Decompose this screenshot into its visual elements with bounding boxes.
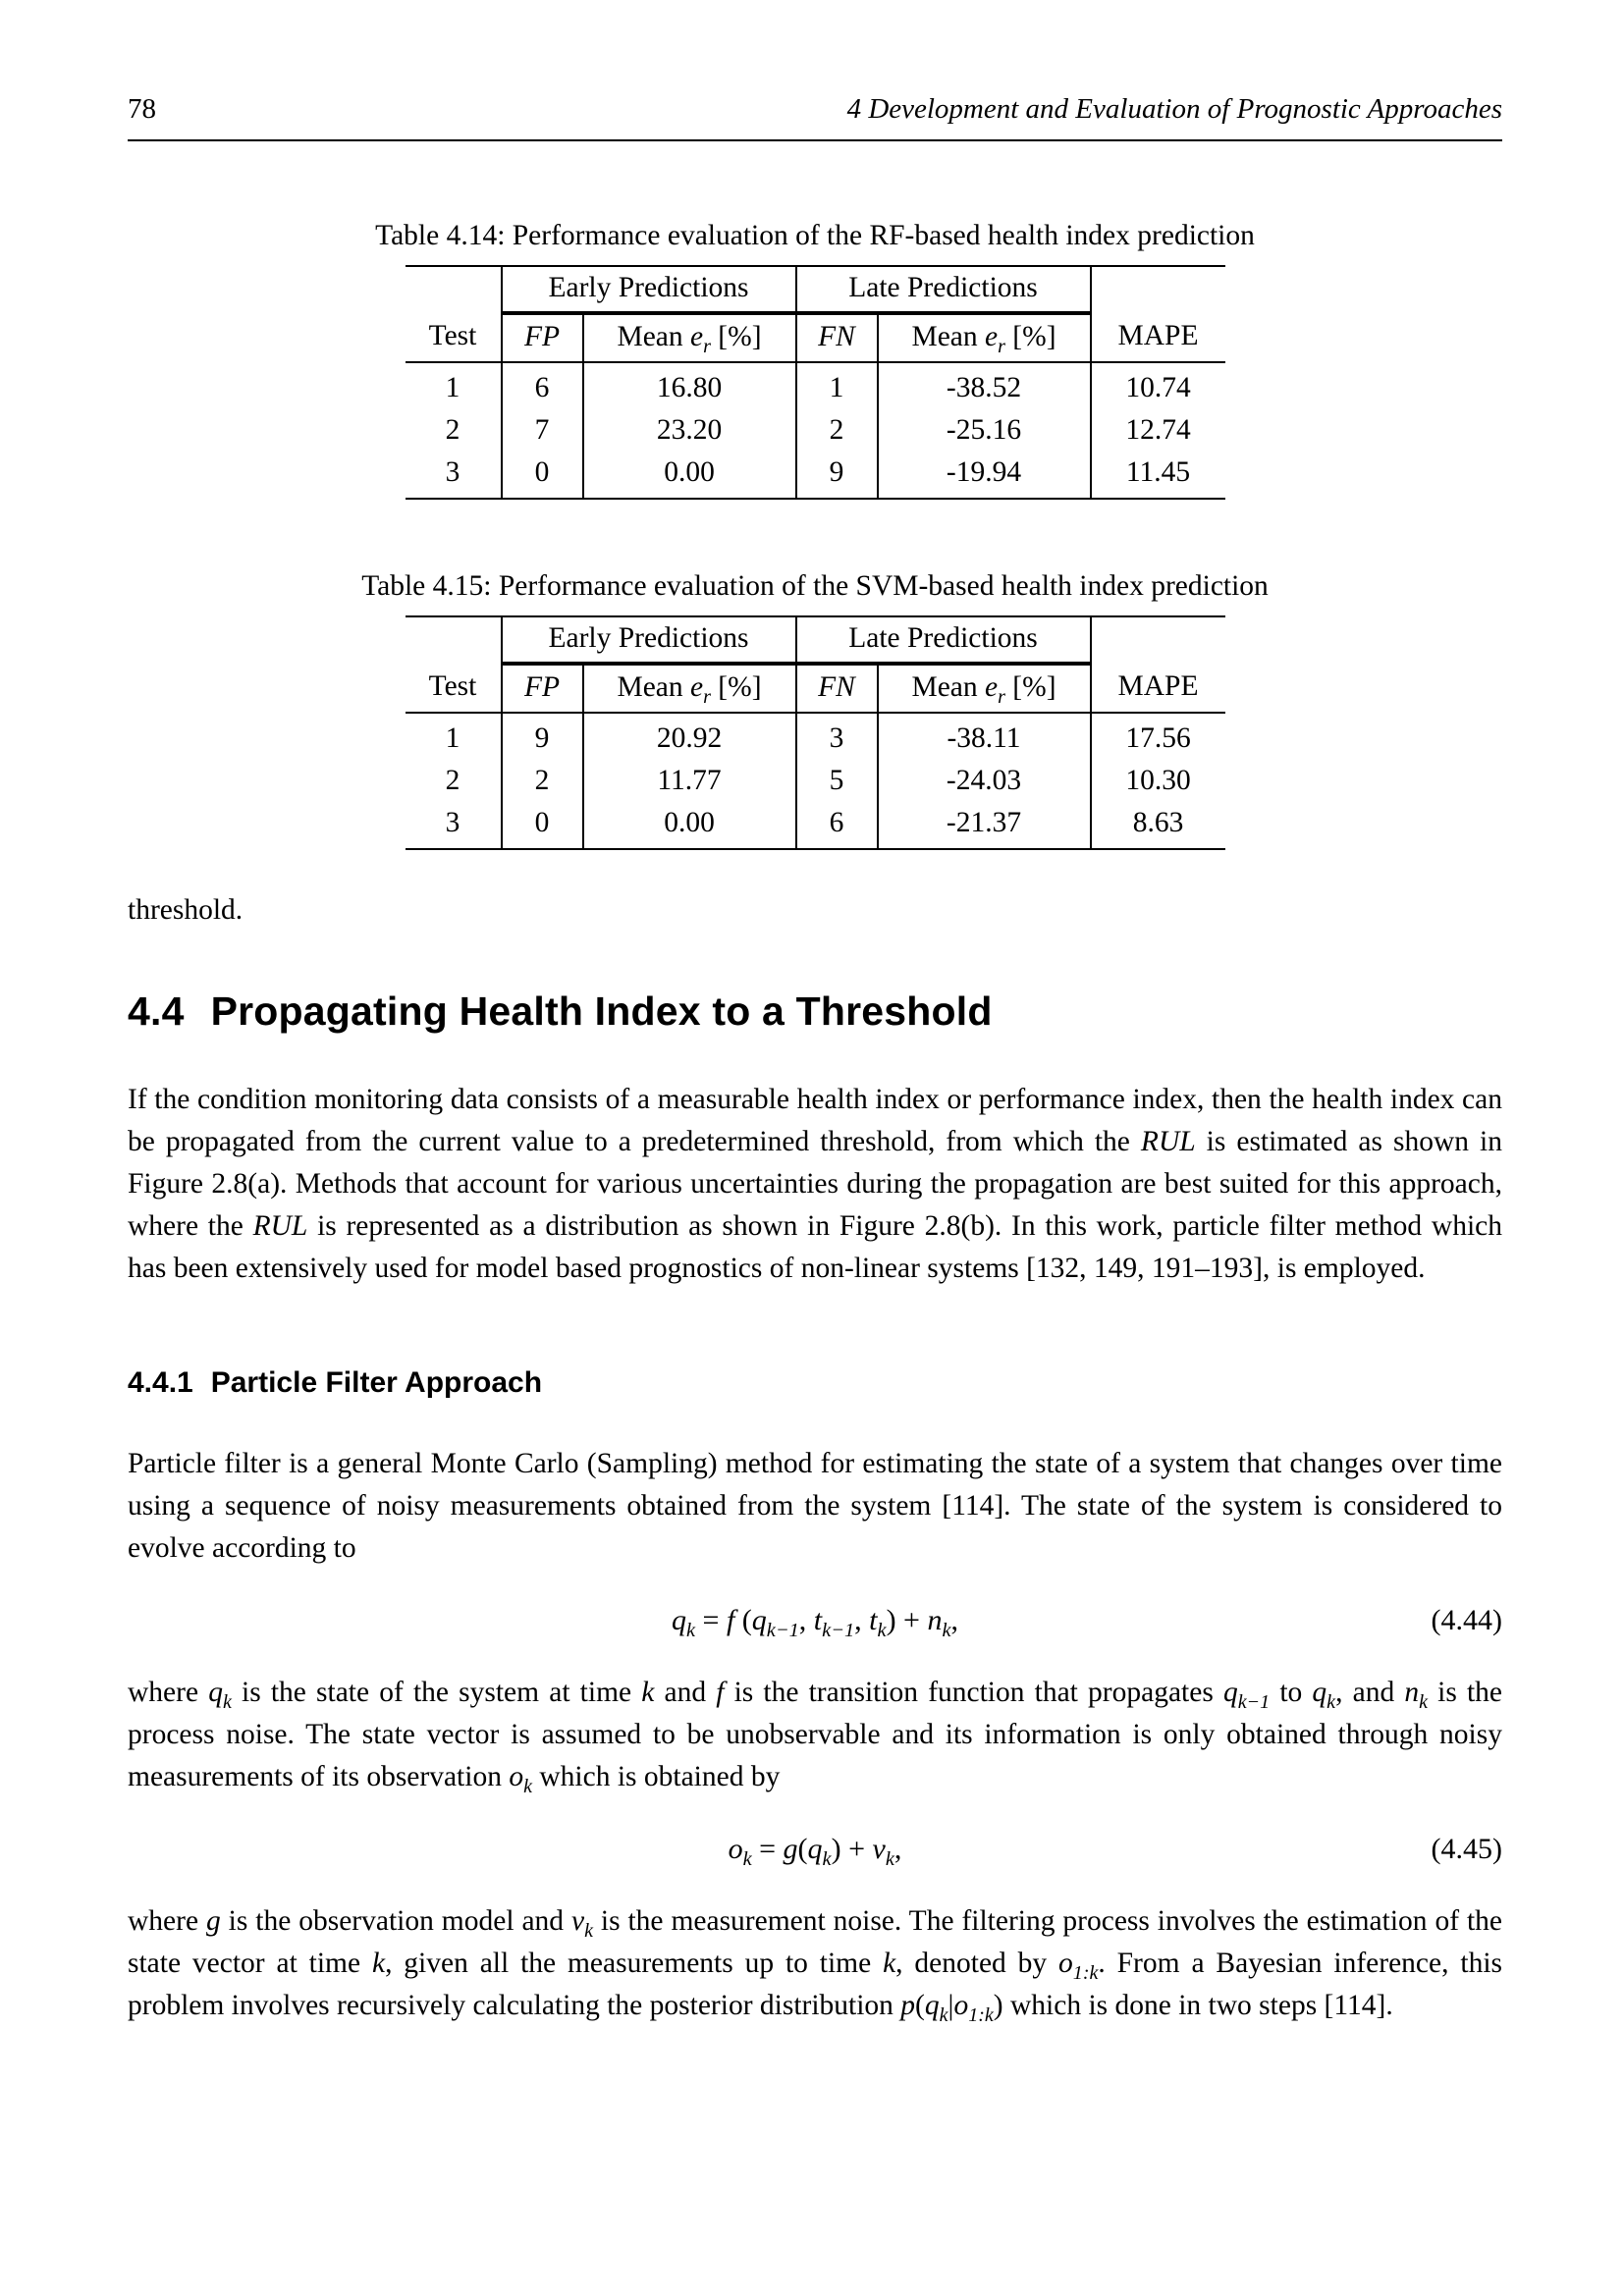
table-cell: 1 <box>406 362 502 409</box>
col-header-fn: FN <box>796 664 878 713</box>
equation-number: (4.45) <box>1431 1833 1502 1865</box>
table-cell: 9 <box>502 713 583 760</box>
table-cell: 3 <box>406 452 502 499</box>
table-caption: Table 4.15: Performance evaluation of the SVM-based health index prediction <box>361 570 1269 602</box>
subsection-title: Particle Filter Approach <box>210 1366 543 1399</box>
table-cell: 6 <box>502 362 583 409</box>
table-cell: 10.30 <box>1125 765 1191 796</box>
table-cell: 3 <box>406 802 502 849</box>
table-cell: 1 <box>796 362 878 409</box>
equation-body: $o_k = g(q_k) + \nu_k$, <box>728 1833 902 1870</box>
table-caption: Table 4.14: Performance evaluation of the RF-based health index prediction <box>375 220 1255 251</box>
col-header-fn: FN <box>796 313 878 362</box>
table-cell: 2 <box>406 409 502 452</box>
table-cell: 17.56 <box>1125 722 1191 754</box>
table-cell: 10.74 <box>1125 372 1191 403</box>
table-cell: 5 <box>796 760 878 802</box>
leftover-paragraph: threshold. <box>128 894 244 926</box>
table-cell: 2 <box>406 760 502 802</box>
col-header-test: Test <box>406 313 502 362</box>
equation-body: $q_k = f$ ($q_{k-1}$, $t_{k-1}$, $t_k) + n_k$, <box>671 1604 959 1641</box>
equation-4-45 <box>128 1828 1502 1871</box>
performance-table-svm <box>406 615 1225 850</box>
section-title: Propagating Health Index to a Threshold <box>210 988 993 1034</box>
table-cell: 2 <box>796 409 878 452</box>
col-header-test: Test <box>406 664 502 713</box>
table-cell: 0 <box>502 802 583 849</box>
group-header-spacer <box>406 616 502 664</box>
subsection-heading-4-4-1 <box>128 1366 1502 1400</box>
table-cell: 23.20 <box>583 409 796 452</box>
col-header-mean-er-late: Mean $e_r$ [%] <box>878 313 1091 362</box>
column-header-row <box>406 664 1225 713</box>
group-header-early-predictions: Early Predictions <box>502 616 796 664</box>
performance-table-rf <box>406 265 1225 500</box>
body-paragraph: where $q_k$ is the state of the system at time k and f is the transition function that propagates $q_{k-1}$ to $q_k$, and $n_k$ is the process noise. The state vector is assumed to be unobservable and its information is only obtained through noisy measurements of its observation $o_k$ which is obtained by <box>128 1677 1503 1797</box>
table-cell: 11.77 <box>583 760 796 802</box>
table-body <box>406 362 1225 499</box>
table-cell: 8.63 <box>1132 807 1184 838</box>
table-cell: 9 <box>796 452 878 499</box>
col-header-mean-er-early: Mean $e_r$ [%] <box>583 313 796 362</box>
col-header-fp: FP <box>502 664 583 713</box>
group-header-spacer <box>1091 266 1225 313</box>
table-cell: -24.03 <box>878 760 1091 802</box>
table-cell: -21.37 <box>878 802 1091 849</box>
table-row <box>406 760 1225 802</box>
col-header-mape: MAPE <box>1091 313 1225 362</box>
body-paragraph: Particle filter is a general Monte Carlo (Sampling) method for estimating the state of a system that changes over time using a sequence of noisy measurements obtained from the system [114]. The state of the system is considered to evolve according to <box>128 1448 1502 1564</box>
table-cell: 20.92 <box>583 713 796 760</box>
group-header-spacer <box>406 266 502 313</box>
body-paragraph: If the condition monitoring data consists of a measurable health index or performance index, then the health index can be propagated from the current value to a predetermined threshold, from which the RUL is estimated as shown in Figure 2.8(a). Methods that account for various uncertainties during the propagation are best suited for this approach, where the RUL is represented as a distribution as shown in Figure 2.8(b). In this work, particle filter method which has been extensively used for model based prognostics of non-linear systems [132, 149, 191–193], is employed. <box>128 1084 1503 1284</box>
table-cell: -25.16 <box>878 409 1091 452</box>
subsection-number: 4.4.1 <box>128 1366 193 1399</box>
group-header-spacer <box>1091 616 1225 664</box>
table-block-4-15 <box>128 568 1502 850</box>
column-header-row <box>406 313 1225 362</box>
table-row <box>406 409 1225 452</box>
group-header-row <box>406 266 1225 313</box>
group-header-late-predictions: Late Predictions <box>796 616 1091 664</box>
equation-4-44 <box>128 1599 1502 1642</box>
group-header-late-predictions: Late Predictions <box>796 266 1091 313</box>
table-cell: 3 <box>796 713 878 760</box>
section-number: 4.4 <box>128 988 185 1034</box>
table-row <box>406 802 1225 849</box>
col-header-mean-er-early: Mean $e_r$ [%] <box>583 664 796 713</box>
col-header-mape: MAPE <box>1091 664 1225 713</box>
table-cell: 12.74 <box>1125 414 1191 446</box>
section-heading-4-4 <box>128 988 1502 1034</box>
page-number: 78 <box>128 93 156 125</box>
col-header-fp: FP <box>502 313 583 362</box>
group-header-row <box>406 616 1225 664</box>
table-cell: 7 <box>502 409 583 452</box>
table-cell: -19.94 <box>878 452 1091 499</box>
table-body <box>406 713 1225 849</box>
table-cell: -38.11 <box>878 713 1091 760</box>
table-cell: 6 <box>796 802 878 849</box>
table-row <box>406 713 1225 760</box>
table-row <box>406 452 1225 499</box>
running-header <box>128 93 1502 141</box>
body-paragraph: where g is the observation model and $\nu_k$ is the measurement noise. The filtering process involves the estimation of the state vector at time k, given all the measurements up to time k, denoted by $o_{1:k}$. From a Bayesian inference, this problem involves recursively calculating the posterior distribution $p(q_k|o_{1:k})$ which is done in two steps [114]. <box>128 1905 1502 2026</box>
group-header-early-predictions: Early Predictions <box>502 266 796 313</box>
equation-number: (4.44) <box>1431 1604 1502 1636</box>
table-cell: 11.45 <box>1125 456 1191 488</box>
table-cell: -38.52 <box>878 362 1091 409</box>
table-cell: 0.00 <box>583 802 796 849</box>
table-cell: 2 <box>502 760 583 802</box>
col-header-mean-er-late: Mean $e_r$ [%] <box>878 664 1091 713</box>
table-cell: 0.00 <box>583 452 796 499</box>
table-row <box>406 362 1225 409</box>
table-cell: 1 <box>406 713 502 760</box>
table-cell: 0 <box>502 452 583 499</box>
table-cell: 16.80 <box>583 362 796 409</box>
chapter-running-title: 4 Development and Evaluation of Prognostic Approaches <box>846 93 1502 125</box>
table-block-4-14 <box>128 218 1502 500</box>
